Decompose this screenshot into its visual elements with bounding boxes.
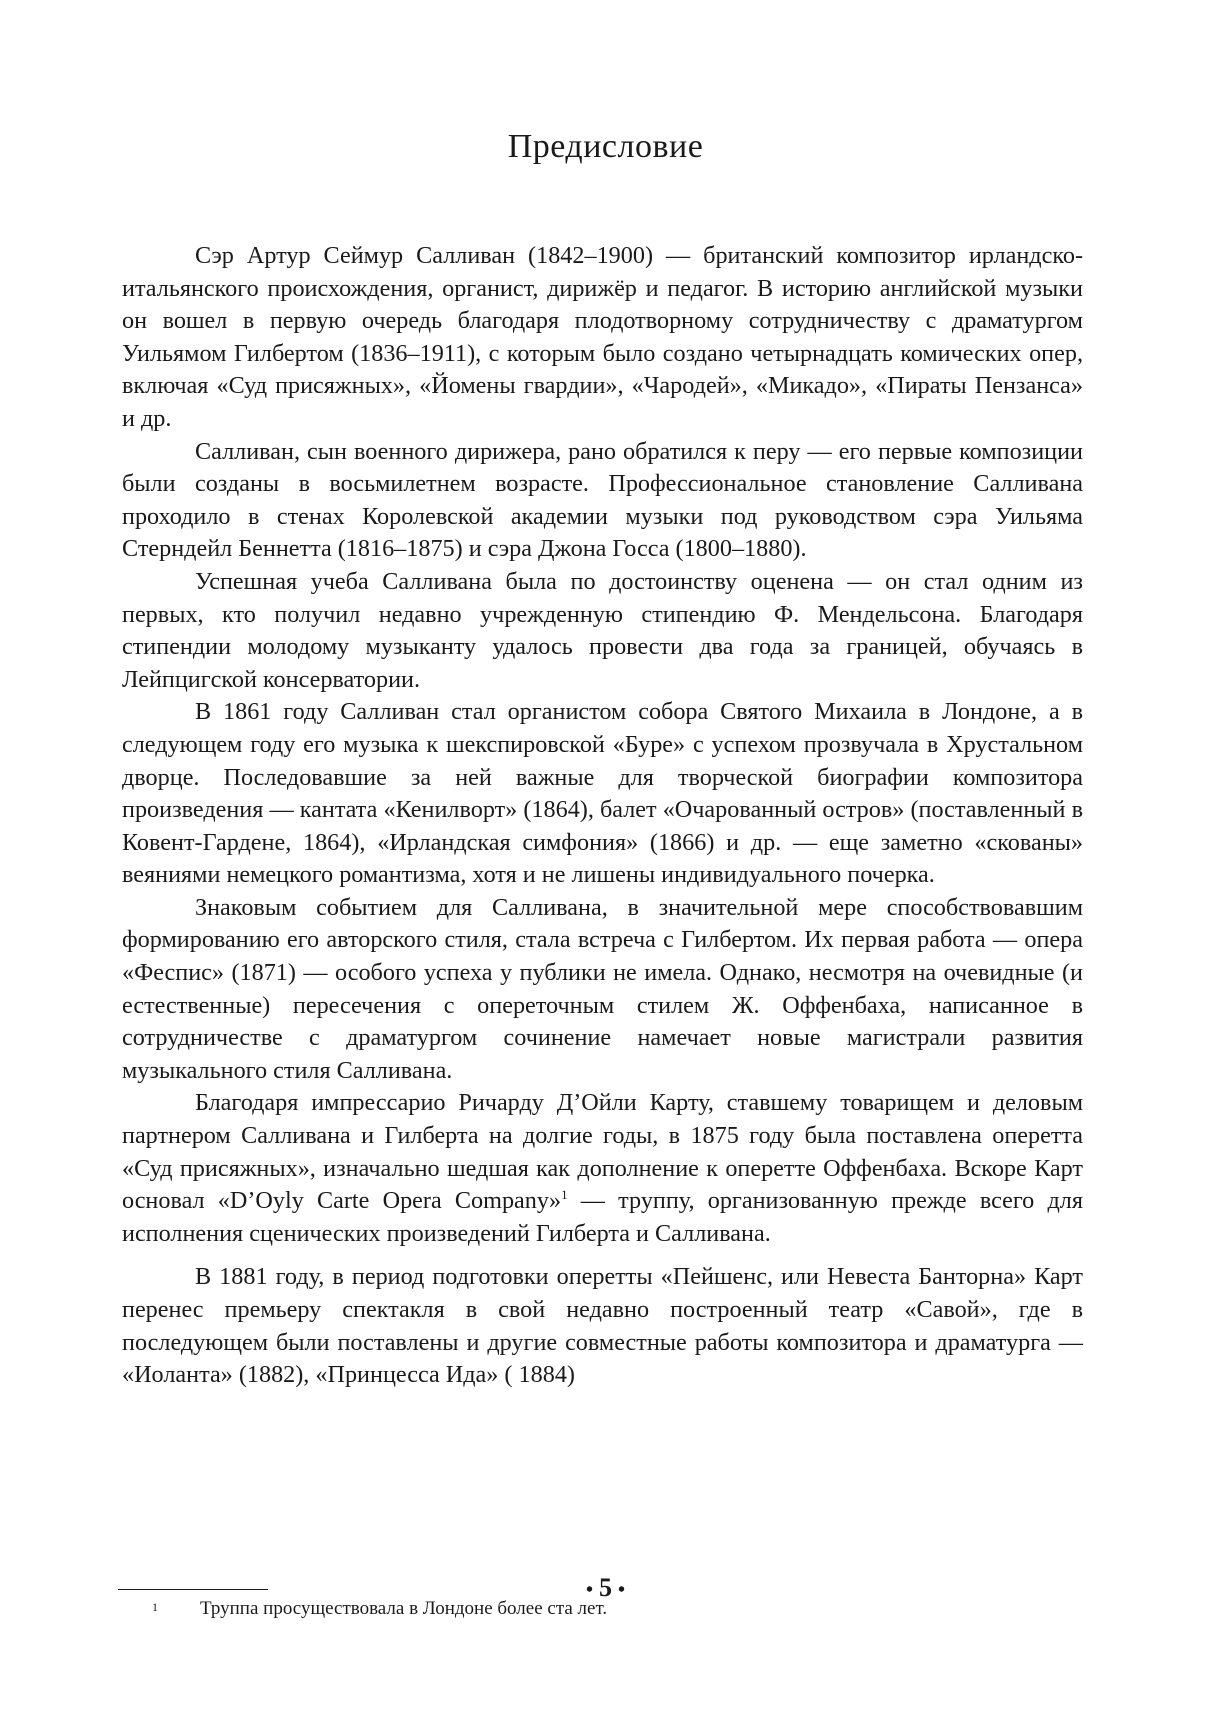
footnote-divider — [118, 1589, 268, 1590]
page-title: Предисловие — [507, 128, 704, 165]
paragraph: Знаковым событием для Салливана, в значительной мере способствовавшим формированию его авторского стиля, стала встреча с Гилбертом. Их первая работа — опера «Феспис» (1871) — особого успеха у публики не имела. Однако, несмотря на очевидные (и естественные) пересечения с опереточным стилем Ж. Оффенбаха, написанное в сотрудничестве с драматургом сочинение намечает новые магистрали развития музыкального стиля Салливана. — [122, 893, 1083, 1084]
paragraph: Салливан, сын военного дирижера, рано обратился к перу — его первые композиции были созданы в восьмилетнем возрасте. Профессиональное становление Салливана проходило в стенах Королевской академии музыки под руководством сэра Уильяма Стерндейл Беннетта (1816–1875) и сэра Джона Госса (1800–1880). — [122, 437, 1083, 563]
paragraph-text: Благодаря импрессарио Ричарду Д’Ойли Карту, ставшему товарищем и деловым партнером Салливана и Гилберта на долгие годы, в 1875 году была поставлена оперетта «Суд присяжных», изначально шедшая как дополнение к оперетте Оффенбаха. Вскоре Карт основал «D’Oyly Carte Opera Company» — [122, 1089, 1083, 1215]
footnote — [152, 1598, 607, 1620]
page-number-dot-right: • — [618, 1578, 626, 1601]
paragraph: В 1861 году Салливан стал органистом собора Святого Михаила в Лондоне, а в следующем году его музыка к шекспировской «Буре» с успехом прозвучала в Хрустальном дворце. Последовавшие за ней важные для творческой биографии композитора произведения — кантата «Кенилворт» (1864), балет «Очарованный остров» (поставленный в Ковент-Гардене, 1864), «Ирландская симфония» (1866) и др. — еще заметно «скованы» веяниями немецкого романтизма, хотя и не лишены индивидуального почерка. — [122, 698, 1083, 889]
footnote-marker: 1 — [152, 1600, 158, 1614]
paragraph: В 1881 году, в период подготовки оперетты «Пейшенс, или Невеста Банторна» Карт перенес премьеру спектакля в свой недавно построенный театр «Савой», где в последующем были поставлены и другие совместные работы композитора и драматурга — «Иоланта» (1882), «Принцесса Ида» ( 1884) — [122, 1263, 1083, 1389]
paragraph: Успешная учеба Салливана была по достоинству оценена — он стал одним из первых, кто получил недавно учрежденную стипендию Ф. Мендельсона. Благодаря стипендии молодому музыканту удалось провести два года за границей, обучаясь в Лейпцигской консерватории. — [122, 567, 1083, 693]
page-number-dot-left: • — [585, 1578, 593, 1601]
footnote-text: Труппа просуществовала в Лондоне более ста лет. — [200, 1598, 608, 1619]
footnote-reference[interactable]: 1 — [561, 1187, 568, 1203]
paragraph-with-footnote — [122, 1087, 1083, 1250]
page-number-value: 5 — [599, 1573, 612, 1602]
body-text — [122, 240, 1083, 1392]
paragraph: Сэр Артур Сеймур Салливан (1842–1900) — британский композитор ирландско-итальянского происхождения, органист, дирижёр и педагог. В историю английской музыки он вошел в первую очередь благодаря плодотворному сотрудничеству с драматургом Уильямом Гилбертом (1836–1911), с которым было создано четырнадцать комических опер, включая «Суд присяжных», «Йомены гвардии», «Чародей», «Микадо», «Пираты Пензанса» и др. — [122, 242, 1083, 432]
paragraph-text-continued: — труппу, организованную прежде всего для исполнения сценических произведений Гилберта и Салливана. — [122, 1187, 1083, 1247]
